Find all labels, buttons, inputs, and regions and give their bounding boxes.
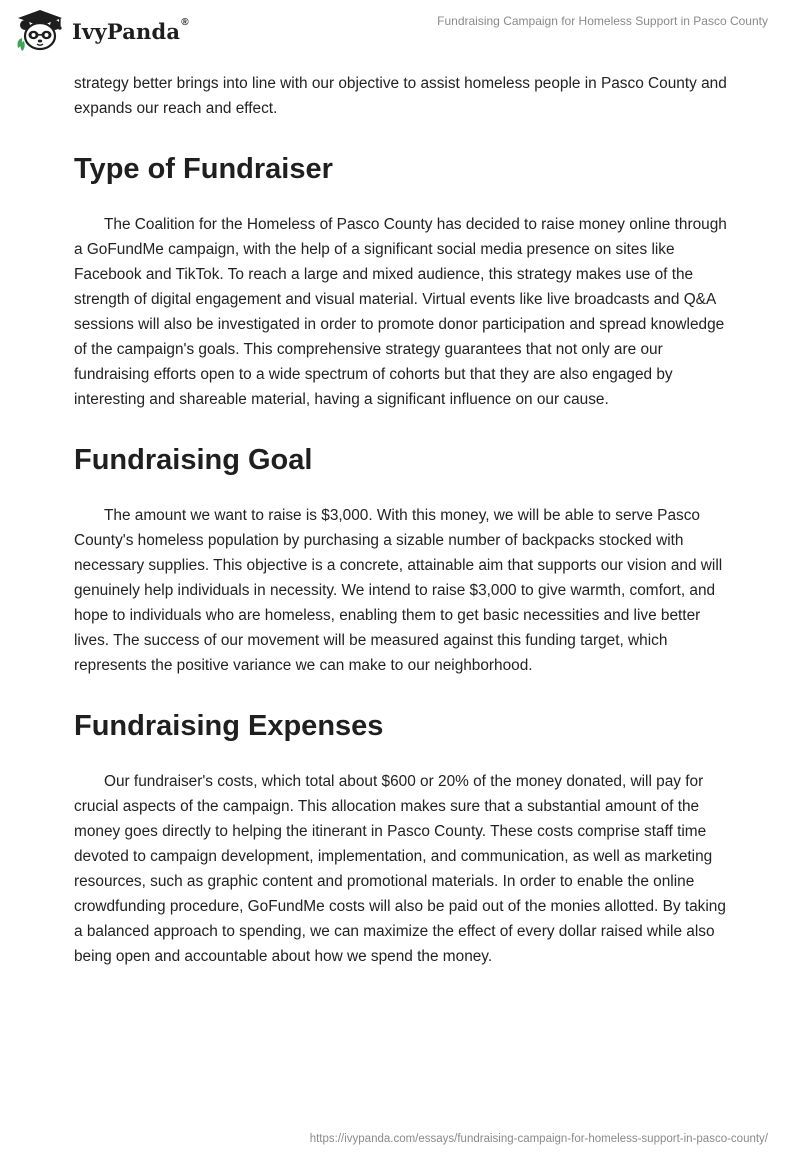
section-heading-fundraising-expenses: Fundraising Expenses	[74, 710, 384, 742]
page-header	[0, 0, 800, 62]
source-url[interactable]: https://ivypanda.com/essays/fundraising-campaign-for-homeless-support-in-pasco-county/	[309, 1133, 768, 1145]
section-paragraph-fundraising-goal: The amount we want to raise is $3,000. With this money, we will be able to serve Pasco County's homeless population by purchasing a sizable number of backpacks stocked with necessary supplies. This objective is a concrete, attainable aim that supports our vision and will genuinely help individuals in necessity. We intend to raise $3,000 to give warmth, comfort, and hope to individuals who are homeless, enabling them to get basic necessities and live better lives. The success of our movement will be measured against this funding target, which represents the positive variance we can make to our neighborhood.	[74, 507, 723, 674]
section-paragraph-type-of-fundraiser: The Coalition for the Homeless of Pasco County has decided to raise money online through a GoFundMe campaign, with the help of a significant social media presence on sites like Facebook and TikTok. To reach a large and mixed audience, this strategy makes use of the strength of digital engagement and visual material. Virtual events like live broadcasts and Q&A sessions will also be investigated in order to promote donor participation and spread knowledge of the campaign's goals. This comprehensive strategy guarantees that not only are our fundraising efforts open to a wide spectrum of cohorts but that they are also engaged by interesting and shareable material, having a significant influence on our cause.	[74, 216, 727, 408]
document-title: Fundraising Campaign for Homeless Support in Pasco County	[437, 14, 768, 28]
section-paragraph-fundraising-expenses: Our fundraiser's costs, which total about $600 or 20% of the money donated, will pay for crucial aspects of the campaign. This allocation makes sure that a substantial amount of the money goes directly to helping the itinerant in Pasco County. These costs comprise staff time devoted to campaign development, implementation, and communication, as well as marketing resources, such as graphic content and promotional materials. In order to enable the online crowdfunding procedure, GoFundMe costs will also be paid out of the monies allotted. By taking a balanced approach to spending, we can maximize the effect of every dollar raised while also being open and accountable about how we spend the money.	[74, 773, 726, 965]
registered-mark: ®	[181, 16, 189, 28]
ivypanda-logo[interactable]	[14, 8, 189, 54]
section-heading-type-of-fundraiser: Type of Fundraiser	[74, 153, 333, 185]
logo-text: IvyPanda®	[72, 16, 189, 44]
intro-paragraph: strategy better brings into line with our objective to assist homeless people in Pasco County and expands our reach and effect.	[74, 75, 727, 117]
essay-content	[74, 71, 730, 969]
section-heading-fundraising-goal: Fundraising Goal	[74, 444, 313, 476]
panda-graduate-logo-icon	[14, 8, 66, 54]
